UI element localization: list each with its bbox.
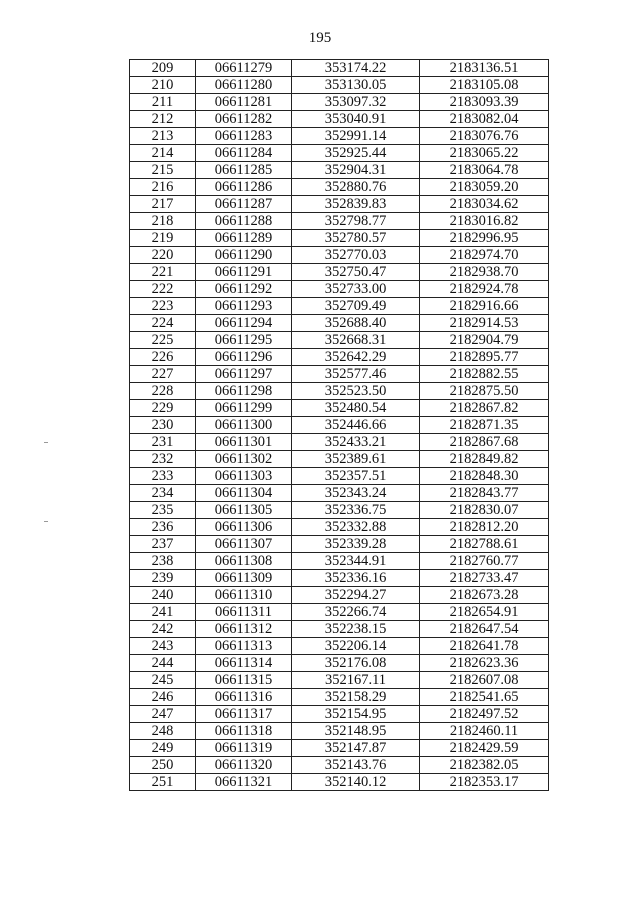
- y-coordinate-cell: 2182914.53: [420, 315, 549, 332]
- table-row: [130, 128, 549, 145]
- point-number-cell: 243: [130, 638, 196, 655]
- point-id-cell: 06611306: [196, 519, 292, 536]
- y-coordinate-cell: 2182673.28: [420, 587, 549, 604]
- point-id-cell: 06611284: [196, 145, 292, 162]
- table-row: [130, 740, 549, 757]
- table-row: [130, 434, 549, 451]
- point-number-cell: 218: [130, 213, 196, 230]
- point-id-cell: 06611320: [196, 757, 292, 774]
- y-coordinate-cell: 2182871.35: [420, 417, 549, 434]
- y-coordinate-cell: 2182849.82: [420, 451, 549, 468]
- y-coordinate-cell: 2182382.05: [420, 757, 549, 774]
- table-body: [130, 60, 549, 791]
- point-number-cell: 234: [130, 485, 196, 502]
- table-row: [130, 553, 549, 570]
- y-coordinate-cell: 2183059.20: [420, 179, 549, 196]
- table-row: [130, 264, 549, 281]
- point-number-cell: 224: [130, 315, 196, 332]
- table-row: [130, 417, 549, 434]
- point-id-cell: 06611298: [196, 383, 292, 400]
- y-coordinate-cell: 2182867.68: [420, 434, 549, 451]
- table-row: [130, 638, 549, 655]
- x-coordinate-cell: 352167.11: [292, 672, 420, 689]
- point-id-cell: 06611319: [196, 740, 292, 757]
- point-number-cell: 237: [130, 536, 196, 553]
- point-id-cell: 06611282: [196, 111, 292, 128]
- x-coordinate-cell: 352339.28: [292, 536, 420, 553]
- x-coordinate-cell: 352750.47: [292, 264, 420, 281]
- table-row: [130, 349, 549, 366]
- table-row: [130, 111, 549, 128]
- point-number-cell: 236: [130, 519, 196, 536]
- point-id-cell: 06611296: [196, 349, 292, 366]
- table-row: [130, 672, 549, 689]
- point-id-cell: 06611291: [196, 264, 292, 281]
- table-row: [130, 774, 549, 791]
- y-coordinate-cell: 2182733.47: [420, 570, 549, 587]
- table-row: [130, 145, 549, 162]
- point-id-cell: 06611294: [196, 315, 292, 332]
- x-coordinate-cell: 352140.12: [292, 774, 420, 791]
- point-number-cell: 246: [130, 689, 196, 706]
- x-coordinate-cell: 352780.57: [292, 230, 420, 247]
- point-id-cell: 06611279: [196, 60, 292, 77]
- point-number-cell: 220: [130, 247, 196, 264]
- table-row: [130, 298, 549, 315]
- table-row: [130, 723, 549, 740]
- x-coordinate-cell: 352642.29: [292, 349, 420, 366]
- point-number-cell: 230: [130, 417, 196, 434]
- table-row: [130, 519, 549, 536]
- y-coordinate-cell: 2182647.54: [420, 621, 549, 638]
- y-coordinate-cell: 2183136.51: [420, 60, 549, 77]
- point-id-cell: 06611301: [196, 434, 292, 451]
- table-row: [130, 179, 549, 196]
- point-number-cell: 238: [130, 553, 196, 570]
- margin-mark: [44, 442, 48, 443]
- table-row: [130, 281, 549, 298]
- y-coordinate-cell: 2182760.77: [420, 553, 549, 570]
- y-coordinate-cell: 2182924.78: [420, 281, 549, 298]
- point-id-cell: 06611309: [196, 570, 292, 587]
- x-coordinate-cell: 352332.88: [292, 519, 420, 536]
- x-coordinate-cell: 352154.95: [292, 706, 420, 723]
- table-row: [130, 587, 549, 604]
- table-row: [130, 502, 549, 519]
- point-id-cell: 06611285: [196, 162, 292, 179]
- x-coordinate-cell: 352733.00: [292, 281, 420, 298]
- table-row: [130, 757, 549, 774]
- point-id-cell: 06611304: [196, 485, 292, 502]
- x-coordinate-cell: 352148.95: [292, 723, 420, 740]
- table-row: [130, 366, 549, 383]
- table-row: [130, 536, 549, 553]
- point-id-cell: 06611303: [196, 468, 292, 485]
- x-coordinate-cell: 352480.54: [292, 400, 420, 417]
- x-coordinate-cell: 352709.49: [292, 298, 420, 315]
- table-row: [130, 315, 549, 332]
- y-coordinate-cell: 2182497.52: [420, 706, 549, 723]
- point-id-cell: 06611288: [196, 213, 292, 230]
- y-coordinate-cell: 2182882.55: [420, 366, 549, 383]
- y-coordinate-cell: 2182812.20: [420, 519, 549, 536]
- table-row: [130, 655, 549, 672]
- point-number-cell: 231: [130, 434, 196, 451]
- x-coordinate-cell: 352991.14: [292, 128, 420, 145]
- x-coordinate-cell: 352446.66: [292, 417, 420, 434]
- y-coordinate-cell: 2182843.77: [420, 485, 549, 502]
- x-coordinate-cell: 352925.44: [292, 145, 420, 162]
- point-number-cell: 235: [130, 502, 196, 519]
- x-coordinate-cell: 352336.16: [292, 570, 420, 587]
- point-number-cell: 247: [130, 706, 196, 723]
- y-coordinate-cell: 2182974.70: [420, 247, 549, 264]
- table-row: [130, 621, 549, 638]
- x-coordinate-cell: 352336.75: [292, 502, 420, 519]
- y-coordinate-cell: 2182867.82: [420, 400, 549, 417]
- coordinates-table: [129, 59, 549, 791]
- y-coordinate-cell: 2183076.76: [420, 128, 549, 145]
- point-number-cell: 215: [130, 162, 196, 179]
- x-coordinate-cell: 353130.05: [292, 77, 420, 94]
- point-id-cell: 06611297: [196, 366, 292, 383]
- point-number-cell: 210: [130, 77, 196, 94]
- point-number-cell: 249: [130, 740, 196, 757]
- x-coordinate-cell: 353040.91: [292, 111, 420, 128]
- point-id-cell: 06611292: [196, 281, 292, 298]
- point-id-cell: 06611290: [196, 247, 292, 264]
- x-coordinate-cell: 352158.29: [292, 689, 420, 706]
- table-row: [130, 332, 549, 349]
- table-row: [130, 230, 549, 247]
- table-row: [130, 604, 549, 621]
- point-id-cell: 06611316: [196, 689, 292, 706]
- x-coordinate-cell: 352839.83: [292, 196, 420, 213]
- point-number-cell: 241: [130, 604, 196, 621]
- point-number-cell: 232: [130, 451, 196, 468]
- point-number-cell: 225: [130, 332, 196, 349]
- x-coordinate-cell: 352904.31: [292, 162, 420, 179]
- point-number-cell: 211: [130, 94, 196, 111]
- y-coordinate-cell: 2182623.36: [420, 655, 549, 672]
- x-coordinate-cell: 353174.22: [292, 60, 420, 77]
- point-id-cell: 06611310: [196, 587, 292, 604]
- point-number-cell: 222: [130, 281, 196, 298]
- point-number-cell: 228: [130, 383, 196, 400]
- margin-mark: [44, 521, 48, 522]
- table-row: [130, 570, 549, 587]
- y-coordinate-cell: 2182895.77: [420, 349, 549, 366]
- y-coordinate-cell: 2183034.62: [420, 196, 549, 213]
- point-number-cell: 212: [130, 111, 196, 128]
- point-number-cell: 217: [130, 196, 196, 213]
- point-id-cell: 06611308: [196, 553, 292, 570]
- y-coordinate-cell: 2183082.04: [420, 111, 549, 128]
- point-number-cell: 245: [130, 672, 196, 689]
- y-coordinate-cell: 2182938.70: [420, 264, 549, 281]
- y-coordinate-cell: 2182607.08: [420, 672, 549, 689]
- point-number-cell: 242: [130, 621, 196, 638]
- point-number-cell: 219: [130, 230, 196, 247]
- point-id-cell: 06611318: [196, 723, 292, 740]
- table-row: [130, 213, 549, 230]
- y-coordinate-cell: 2182996.95: [420, 230, 549, 247]
- table-row: [130, 485, 549, 502]
- x-coordinate-cell: 352357.51: [292, 468, 420, 485]
- point-id-cell: 06611293: [196, 298, 292, 315]
- point-id-cell: 06611287: [196, 196, 292, 213]
- y-coordinate-cell: 2182788.61: [420, 536, 549, 553]
- x-coordinate-cell: 352523.50: [292, 383, 420, 400]
- y-coordinate-cell: 2183105.08: [420, 77, 549, 94]
- point-number-cell: 226: [130, 349, 196, 366]
- point-id-cell: 06611315: [196, 672, 292, 689]
- table-row: [130, 451, 549, 468]
- table-row: [130, 77, 549, 94]
- point-number-cell: 244: [130, 655, 196, 672]
- table-row: [130, 94, 549, 111]
- x-coordinate-cell: 352343.24: [292, 485, 420, 502]
- point-id-cell: 06611300: [196, 417, 292, 434]
- point-number-cell: 221: [130, 264, 196, 281]
- y-coordinate-cell: 2182875.50: [420, 383, 549, 400]
- table-row: [130, 383, 549, 400]
- point-number-cell: 250: [130, 757, 196, 774]
- y-coordinate-cell: 2182904.79: [420, 332, 549, 349]
- point-id-cell: 06611314: [196, 655, 292, 672]
- point-id-cell: 06611295: [196, 332, 292, 349]
- y-coordinate-cell: 2182429.59: [420, 740, 549, 757]
- point-number-cell: 223: [130, 298, 196, 315]
- x-coordinate-cell: 352238.15: [292, 621, 420, 638]
- point-number-cell: 229: [130, 400, 196, 417]
- x-coordinate-cell: 352176.08: [292, 655, 420, 672]
- x-coordinate-cell: 352433.21: [292, 434, 420, 451]
- point-id-cell: 06611311: [196, 604, 292, 621]
- table-row: [130, 247, 549, 264]
- point-id-cell: 06611321: [196, 774, 292, 791]
- y-coordinate-cell: 2182641.78: [420, 638, 549, 655]
- y-coordinate-cell: 2182460.11: [420, 723, 549, 740]
- table-row: [130, 706, 549, 723]
- point-id-cell: 06611299: [196, 400, 292, 417]
- point-number-cell: 227: [130, 366, 196, 383]
- point-id-cell: 06611286: [196, 179, 292, 196]
- y-coordinate-cell: 2182830.07: [420, 502, 549, 519]
- point-id-cell: 06611307: [196, 536, 292, 553]
- point-id-cell: 06611280: [196, 77, 292, 94]
- point-number-cell: 209: [130, 60, 196, 77]
- point-id-cell: 06611281: [196, 94, 292, 111]
- y-coordinate-cell: 2182848.30: [420, 468, 549, 485]
- y-coordinate-cell: 2183016.82: [420, 213, 549, 230]
- x-coordinate-cell: 352266.74: [292, 604, 420, 621]
- page-number: 195: [308, 30, 332, 46]
- y-coordinate-cell: 2183064.78: [420, 162, 549, 179]
- point-number-cell: 213: [130, 128, 196, 145]
- x-coordinate-cell: 352294.27: [292, 587, 420, 604]
- point-id-cell: 06611289: [196, 230, 292, 247]
- table-row: [130, 400, 549, 417]
- point-number-cell: 239: [130, 570, 196, 587]
- y-coordinate-cell: 2182916.66: [420, 298, 549, 315]
- point-number-cell: 214: [130, 145, 196, 162]
- point-number-cell: 233: [130, 468, 196, 485]
- y-coordinate-cell: 2182541.65: [420, 689, 549, 706]
- x-coordinate-cell: 352143.76: [292, 757, 420, 774]
- x-coordinate-cell: 352577.46: [292, 366, 420, 383]
- x-coordinate-cell: 352688.40: [292, 315, 420, 332]
- x-coordinate-cell: 352344.91: [292, 553, 420, 570]
- table-row: [130, 196, 549, 213]
- point-number-cell: 248: [130, 723, 196, 740]
- x-coordinate-cell: 352770.03: [292, 247, 420, 264]
- point-id-cell: 06611302: [196, 451, 292, 468]
- y-coordinate-cell: 2183065.22: [420, 145, 549, 162]
- y-coordinate-cell: 2183093.39: [420, 94, 549, 111]
- point-id-cell: 06611317: [196, 706, 292, 723]
- table-row: [130, 468, 549, 485]
- point-id-cell: 06611312: [196, 621, 292, 638]
- y-coordinate-cell: 2182654.91: [420, 604, 549, 621]
- x-coordinate-cell: 352668.31: [292, 332, 420, 349]
- point-number-cell: 216: [130, 179, 196, 196]
- x-coordinate-cell: 352206.14: [292, 638, 420, 655]
- y-coordinate-cell: 2182353.17: [420, 774, 549, 791]
- x-coordinate-cell: 352389.61: [292, 451, 420, 468]
- x-coordinate-cell: 353097.32: [292, 94, 420, 111]
- table-row: [130, 162, 549, 179]
- point-number-cell: 240: [130, 587, 196, 604]
- table-row: [130, 60, 549, 77]
- point-id-cell: 06611283: [196, 128, 292, 145]
- point-id-cell: 06611305: [196, 502, 292, 519]
- point-number-cell: 251: [130, 774, 196, 791]
- x-coordinate-cell: 352880.76: [292, 179, 420, 196]
- table-row: [130, 689, 549, 706]
- point-id-cell: 06611313: [196, 638, 292, 655]
- x-coordinate-cell: 352798.77: [292, 213, 420, 230]
- x-coordinate-cell: 352147.87: [292, 740, 420, 757]
